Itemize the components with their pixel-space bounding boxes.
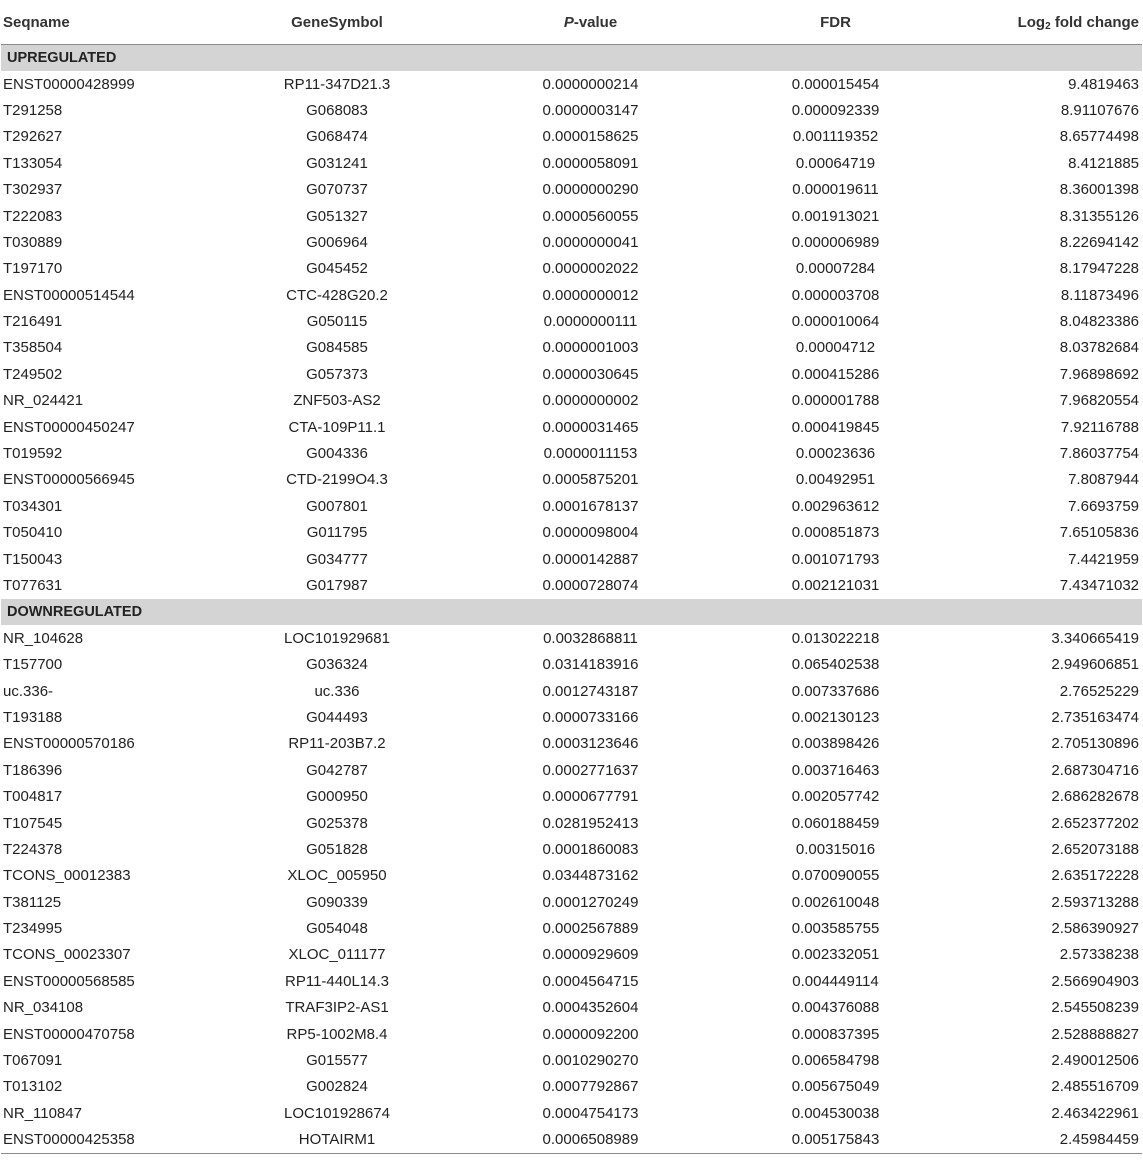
log2-fold-change-cell: 8.91107676 (1060, 101, 1139, 119)
log2-fold-change-cell: 2.949606851 (1051, 656, 1139, 674)
fdr-cell: 0.003716463 (791, 761, 880, 779)
log2-fold-change-cell: 2.593713288 (1051, 893, 1139, 911)
table-row (1, 176, 1142, 202)
gene-symbol-cell: G036324 (306, 656, 368, 674)
fdr-cell: 0.002121031 (791, 577, 880, 594)
header-gene-symbol: GeneSymbol (206, 1, 468, 45)
seqname-cell: ENST00000514544 (3, 286, 135, 304)
p-value-cell: 0.0000000002 (542, 392, 639, 410)
seqname-cell: NR_110847 (3, 1104, 82, 1122)
p-value-cell: 0.0000058091 (542, 154, 639, 172)
fdr-cell: 0.002963612 (791, 497, 880, 515)
seqname-cell: T019592 (3, 445, 63, 463)
table-row (1, 308, 1142, 334)
header-p-value (468, 1, 713, 45)
gene-expression-table-wrapper (1, 0, 1142, 1154)
p-value-cell: 0.0032868811 (543, 629, 638, 647)
table-row (1, 836, 1142, 862)
gene-symbol-cell: G011795 (306, 524, 368, 542)
table-row (1, 863, 1142, 889)
gene-symbol-cell: G034777 (306, 550, 368, 568)
seqname-cell: T291258 (3, 101, 63, 119)
seqname-cell: T249502 (3, 365, 63, 383)
log2-fold-change-cell: 7.96898692 (1059, 365, 1139, 383)
log2-fold-change-cell: 2.652073188 (1051, 840, 1139, 858)
log2-fold-change-cell: 8.04823386 (1059, 313, 1139, 331)
p-value-cell: 0.0001678137 (542, 497, 639, 515)
p-value-cell: 0.0000000214 (542, 75, 639, 93)
p-value-cell: 0.0281952413 (542, 814, 639, 832)
log2-fold-change-cell: 7.4421959 (1068, 550, 1139, 568)
fdr-cell: 0.001913021 (791, 207, 880, 225)
log2-fold-change-cell: 3.340665419 (1051, 629, 1139, 647)
gene-symbol-cell: CTC-428G20.2 (286, 286, 388, 304)
p-value-cell: 0.0000560055 (542, 207, 639, 225)
log2-fold-change-cell: 8.65774498 (1059, 128, 1139, 146)
p-value-cell: 0.0006508989 (542, 1131, 639, 1149)
table-row (1, 520, 1142, 546)
log2-fold-change-cell: 7.8087944 (1068, 471, 1139, 489)
p-value-cell: 0.0000929609 (542, 946, 639, 964)
seqname-cell: ENST00000428999 (3, 75, 135, 93)
gene-symbol-cell: G051828 (306, 840, 368, 858)
fdr-cell: 0.000092339 (791, 101, 880, 119)
fdr-cell: 0.000419845 (791, 418, 880, 436)
seqname-cell: T067091 (3, 1052, 63, 1070)
fdr-cell: 0.002610048 (791, 893, 880, 911)
header-seqname: Seqname (1, 1, 206, 45)
p-value-cell: 0.0005875201 (542, 471, 639, 489)
header-row (1, 1, 1142, 45)
gene-symbol-cell: G007801 (306, 497, 368, 515)
section-header-row (1, 599, 1142, 625)
gene-symbol-cell: RP11-203B7.2 (288, 735, 386, 753)
fdr-cell: 0.000837395 (791, 1025, 880, 1043)
p-value-cell: 0.0010290270 (542, 1052, 639, 1070)
seqname-cell: T013102 (3, 1078, 63, 1096)
gene-symbol-cell: G042787 (306, 761, 368, 779)
table-bottom-rule (1, 1153, 1142, 1154)
fdr-cell: 0.000415286 (791, 365, 880, 383)
log2-fold-change-cell: 9.4819463 (1068, 75, 1139, 93)
seqname-cell: T197170 (3, 260, 63, 278)
fdr-cell: 0.003898426 (791, 735, 880, 753)
gene-symbol-cell: G000950 (306, 788, 368, 806)
gene-symbol-cell: RP5-1002M8.4 (286, 1025, 388, 1043)
header-log2-subscript: 2 (1045, 21, 1051, 32)
seqname-cell: T358504 (3, 339, 63, 357)
table-row (1, 71, 1142, 97)
fdr-cell: 0.00315016 (795, 840, 876, 858)
log2-fold-change-cell: 8.11873496 (1060, 286, 1139, 304)
table-row (1, 335, 1142, 361)
seqname-cell: T381125 (3, 893, 62, 911)
gene-symbol-cell: HOTAIRM1 (298, 1131, 376, 1149)
table-body (1, 45, 1142, 1153)
table-row (1, 1021, 1142, 1047)
gene-symbol-cell: G090339 (306, 893, 368, 911)
fdr-cell: 0.005175843 (791, 1131, 880, 1149)
gene-symbol-cell: G070737 (306, 181, 368, 199)
table-row (1, 651, 1142, 677)
gene-symbol-cell: G045452 (306, 260, 368, 278)
p-value-cell: 0.0003123646 (542, 735, 639, 753)
seqname-cell: T034301 (3, 497, 63, 515)
fdr-cell: 0.000019611 (792, 181, 879, 199)
log2-fold-change-cell: 2.45984459 (1059, 1131, 1139, 1149)
table-row (1, 203, 1142, 229)
gene-symbol-cell: G054048 (306, 920, 368, 938)
log2-fold-change-cell: 2.57338238 (1059, 946, 1139, 964)
p-value-cell: 0.0000031465 (542, 418, 639, 436)
table-row (1, 97, 1142, 123)
table-row (1, 995, 1142, 1021)
table-row (1, 889, 1142, 915)
fdr-cell: 0.00064719 (795, 154, 876, 172)
fdr-cell: 0.000851873 (791, 524, 880, 542)
gene-symbol-cell: G002824 (306, 1078, 368, 1096)
fdr-cell: 0.070090055 (791, 867, 880, 885)
fdr-cell: 0.002130123 (791, 708, 880, 726)
header-p-value-rest: -value (573, 14, 618, 31)
fdr-cell: 0.003585755 (791, 920, 880, 938)
table-row (1, 388, 1142, 414)
log2-fold-change-cell: 8.22694142 (1059, 233, 1139, 251)
table-row (1, 572, 1142, 598)
log2-fold-change-cell: 7.92116788 (1060, 418, 1139, 436)
fdr-cell: 0.002057742 (791, 788, 880, 806)
table-row (1, 440, 1142, 466)
fdr-cell: 0.00007284 (795, 260, 876, 278)
p-value-cell: 0.0004754173 (542, 1104, 639, 1122)
section-header-row (1, 45, 1142, 71)
p-value-cell: 0.0001270249 (542, 893, 639, 911)
seqname-cell: T107545 (3, 814, 63, 832)
seqname-cell: NR_024421 (3, 392, 84, 410)
p-value-cell: 0.0001860083 (542, 840, 639, 858)
p-value-cell: 0.0344873162 (542, 867, 639, 885)
log2-fold-change-cell: 8.36001398 (1059, 181, 1139, 199)
table-row (1, 968, 1142, 994)
table-row (1, 1074, 1142, 1100)
gene-symbol-cell: G044493 (306, 708, 368, 726)
log2-fold-change-cell: 2.490012506 (1051, 1052, 1139, 1070)
fdr-cell: 0.001119352 (792, 128, 879, 146)
section-title: DOWNREGULATED (1, 599, 1142, 625)
table-row (1, 467, 1142, 493)
seqname-cell: NR_104628 (3, 629, 84, 647)
header-p-value-italic: P (563, 14, 574, 31)
fdr-cell: 0.000010064 (791, 313, 880, 331)
gene-symbol-cell: G051327 (306, 207, 368, 225)
seqname-cell: T050410 (3, 524, 63, 542)
seqname-cell: TCONS_00012383 (3, 867, 131, 885)
gene-symbol-cell: G068474 (306, 128, 368, 146)
gene-symbol-cell: G084585 (306, 339, 368, 357)
table-row (1, 361, 1142, 387)
seqname-cell: T193188 (3, 708, 63, 726)
log2-fold-change-cell: 2.463422961 (1051, 1104, 1139, 1122)
seqname-cell: T224378 (3, 840, 63, 858)
fdr-cell: 0.000001788 (791, 392, 880, 410)
seqname-cell: ENST00000450247 (3, 418, 135, 436)
log2-fold-change-cell: 7.96820554 (1059, 392, 1139, 410)
seqname-cell: ENST00000425358 (3, 1131, 135, 1149)
fdr-cell: 0.000003708 (791, 286, 880, 304)
log2-fold-change-cell: 2.687304716 (1051, 761, 1139, 779)
table-row (1, 678, 1142, 704)
gene-symbol-cell: RP11-440L14.3 (285, 972, 389, 990)
gene-symbol-cell: G068083 (306, 101, 368, 119)
p-value-cell: 0.0000158625 (542, 128, 639, 146)
p-value-cell: 0.0000142887 (542, 550, 639, 568)
p-value-cell: 0.0012743187 (542, 682, 639, 700)
table-row (1, 942, 1142, 968)
log2-fold-change-cell: 7.86037754 (1059, 445, 1139, 463)
table-row (1, 1100, 1142, 1126)
p-value-cell: 0.0002771637 (542, 761, 639, 779)
seqname-cell: TCONS_00023307 (3, 946, 131, 964)
gene-symbol-cell: G006964 (306, 233, 368, 251)
seqname-cell: ENST00000568585 (3, 972, 135, 990)
p-value-cell: 0.0000000111 (543, 313, 638, 331)
seqname-cell: T077631 (3, 577, 63, 594)
fdr-cell: 0.007337686 (791, 682, 880, 700)
log2-fold-change-cell: 7.65105836 (1059, 524, 1139, 542)
seqname-cell: T150043 (3, 550, 63, 568)
p-value-cell: 0.0000002022 (542, 260, 639, 278)
table-row (1, 783, 1142, 809)
seqname-cell: T302937 (3, 181, 63, 199)
log2-fold-change-cell: 7.6693759 (1068, 497, 1139, 515)
table-row (1, 150, 1142, 176)
seqname-cell: T186396 (3, 761, 63, 779)
gene-expression-table (1, 0, 1142, 1153)
table-row (1, 229, 1142, 255)
gene-symbol-cell: G050115 (306, 313, 368, 331)
gene-symbol-cell: ZNF503-AS2 (293, 392, 381, 410)
table-row (1, 1127, 1142, 1153)
fdr-cell: 0.00492951 (795, 471, 876, 489)
gene-symbol-cell: XLOC_005950 (287, 867, 387, 885)
log2-fold-change-cell: 2.566904903 (1051, 972, 1139, 990)
seqname-cell: ENST00000570186 (3, 735, 135, 753)
seqname-cell: T157700 (3, 656, 63, 674)
fdr-cell: 0.000006989 (791, 233, 880, 251)
p-value-cell: 0.0000000012 (542, 286, 639, 304)
header-log2-fold-change (958, 1, 1142, 45)
seqname-cell: T216491 (3, 313, 63, 331)
p-value-cell: 0.0000733166 (542, 708, 639, 726)
seqname-cell: T234995 (3, 920, 63, 938)
gene-symbol-cell: LOC101928674 (284, 1104, 390, 1122)
gene-symbol-cell: G004336 (306, 445, 368, 463)
p-value-cell: 0.0000030645 (542, 365, 639, 383)
log2-fold-change-cell: 2.485516709 (1051, 1078, 1139, 1096)
log2-fold-change-cell: 7.43471032 (1059, 577, 1139, 594)
gene-symbol-cell: G015577 (306, 1052, 368, 1070)
log2-fold-change-cell: 2.528888827 (1051, 1025, 1139, 1043)
log2-fold-change-cell: 8.03782684 (1059, 339, 1139, 357)
fdr-cell: 0.065402538 (791, 656, 880, 674)
header-log2-prefix: Log (1017, 14, 1046, 31)
log2-fold-change-cell: 2.735163474 (1051, 708, 1139, 726)
p-value-cell: 0.0004564715 (542, 972, 639, 990)
seqname-cell: T133054 (3, 154, 63, 172)
gene-symbol-cell: G057373 (306, 365, 368, 383)
p-value-cell: 0.0000011153 (543, 445, 638, 463)
seqname-cell: T292627 (3, 128, 63, 146)
seqname-cell: NR_034108 (3, 999, 84, 1017)
table-row (1, 256, 1142, 282)
p-value-cell: 0.0004352604 (542, 999, 639, 1017)
table-row (1, 915, 1142, 941)
gene-symbol-cell: RP11-347D21.3 (283, 75, 391, 93)
p-value-cell: 0.0000092200 (542, 1025, 639, 1043)
fdr-cell: 0.006584798 (791, 1052, 880, 1070)
p-value-cell: 0.0000000290 (542, 181, 639, 199)
section-title: UPREGULATED (1, 45, 1142, 71)
fdr-cell: 0.013022218 (791, 629, 880, 647)
fdr-cell: 0.00004712 (795, 339, 876, 357)
log2-fold-change-cell: 8.4121885 (1068, 154, 1139, 172)
table-header (1, 1, 1142, 45)
gene-symbol-cell: TRAF3IP2-AS1 (285, 999, 389, 1017)
log2-fold-change-cell: 2.76525229 (1059, 682, 1139, 700)
table-row (1, 704, 1142, 730)
fdr-cell: 0.00023636 (795, 445, 876, 463)
fdr-cell: 0.004376088 (791, 999, 880, 1017)
table-row (1, 546, 1142, 572)
table-row (1, 124, 1142, 150)
table-row (1, 810, 1142, 836)
log2-fold-change-cell: 2.545508239 (1051, 999, 1139, 1017)
p-value-cell: 0.0000677791 (542, 788, 639, 806)
seqname-cell: ENST00000566945 (3, 471, 135, 489)
fdr-cell: 0.005675049 (791, 1078, 880, 1096)
table-row (1, 493, 1142, 519)
table-row (1, 414, 1142, 440)
gene-symbol-cell: CTD-2199O4.3 (286, 471, 388, 489)
table-row (1, 282, 1142, 308)
gene-symbol-cell: G025378 (306, 814, 368, 832)
p-value-cell: 0.0007792867 (542, 1078, 639, 1096)
log2-fold-change-cell: 2.635172228 (1051, 867, 1139, 885)
gene-symbol-cell: LOC101929681 (284, 629, 390, 647)
header-log2-suffix: fold change (1050, 14, 1139, 31)
seqname-cell: ENST00000470758 (3, 1025, 135, 1043)
seqname-cell: uc.336- (3, 682, 54, 700)
gene-symbol-cell: G017987 (306, 577, 368, 594)
seqname-cell: T030889 (3, 233, 63, 251)
p-value-cell: 0.0002567889 (542, 920, 639, 938)
log2-fold-change-cell: 2.652377202 (1051, 814, 1139, 832)
p-value-cell: 0.0000003147 (542, 101, 639, 119)
p-value-cell: 0.0000098004 (542, 524, 639, 542)
log2-fold-change-cell: 2.705130896 (1051, 735, 1139, 753)
fdr-cell: 0.004530038 (791, 1104, 880, 1122)
log2-fold-change-cell: 2.586390927 (1051, 920, 1139, 938)
log2-fold-change-cell: 8.31355126 (1059, 207, 1139, 225)
gene-symbol-cell: uc.336 (314, 682, 360, 700)
fdr-cell: 0.000015454 (791, 75, 880, 93)
fdr-cell: 0.060188459 (791, 814, 880, 832)
log2-fold-change-cell: 8.17947228 (1059, 260, 1139, 278)
table-row (1, 757, 1142, 783)
table-row (1, 625, 1142, 651)
p-value-cell: 0.0000001003 (542, 339, 639, 357)
seqname-cell: T004817 (3, 788, 63, 806)
p-value-cell: 0.0000728074 (542, 577, 639, 594)
fdr-cell: 0.001071793 (791, 550, 880, 568)
fdr-cell: 0.004449114 (792, 972, 879, 990)
seqname-cell: T222083 (3, 207, 63, 225)
header-fdr: FDR (713, 1, 958, 45)
gene-symbol-cell: G031241 (306, 154, 368, 172)
table-row (1, 1047, 1142, 1073)
gene-symbol-cell: CTA-109P11.1 (288, 418, 386, 436)
table-row (1, 731, 1142, 757)
log2-fold-change-cell: 2.686282678 (1051, 788, 1139, 806)
p-value-cell: 0.0314183916 (542, 656, 639, 674)
fdr-cell: 0.002332051 (791, 946, 880, 964)
gene-symbol-cell: XLOC_011177 (288, 946, 386, 964)
p-value-cell: 0.0000000041 (542, 233, 639, 251)
